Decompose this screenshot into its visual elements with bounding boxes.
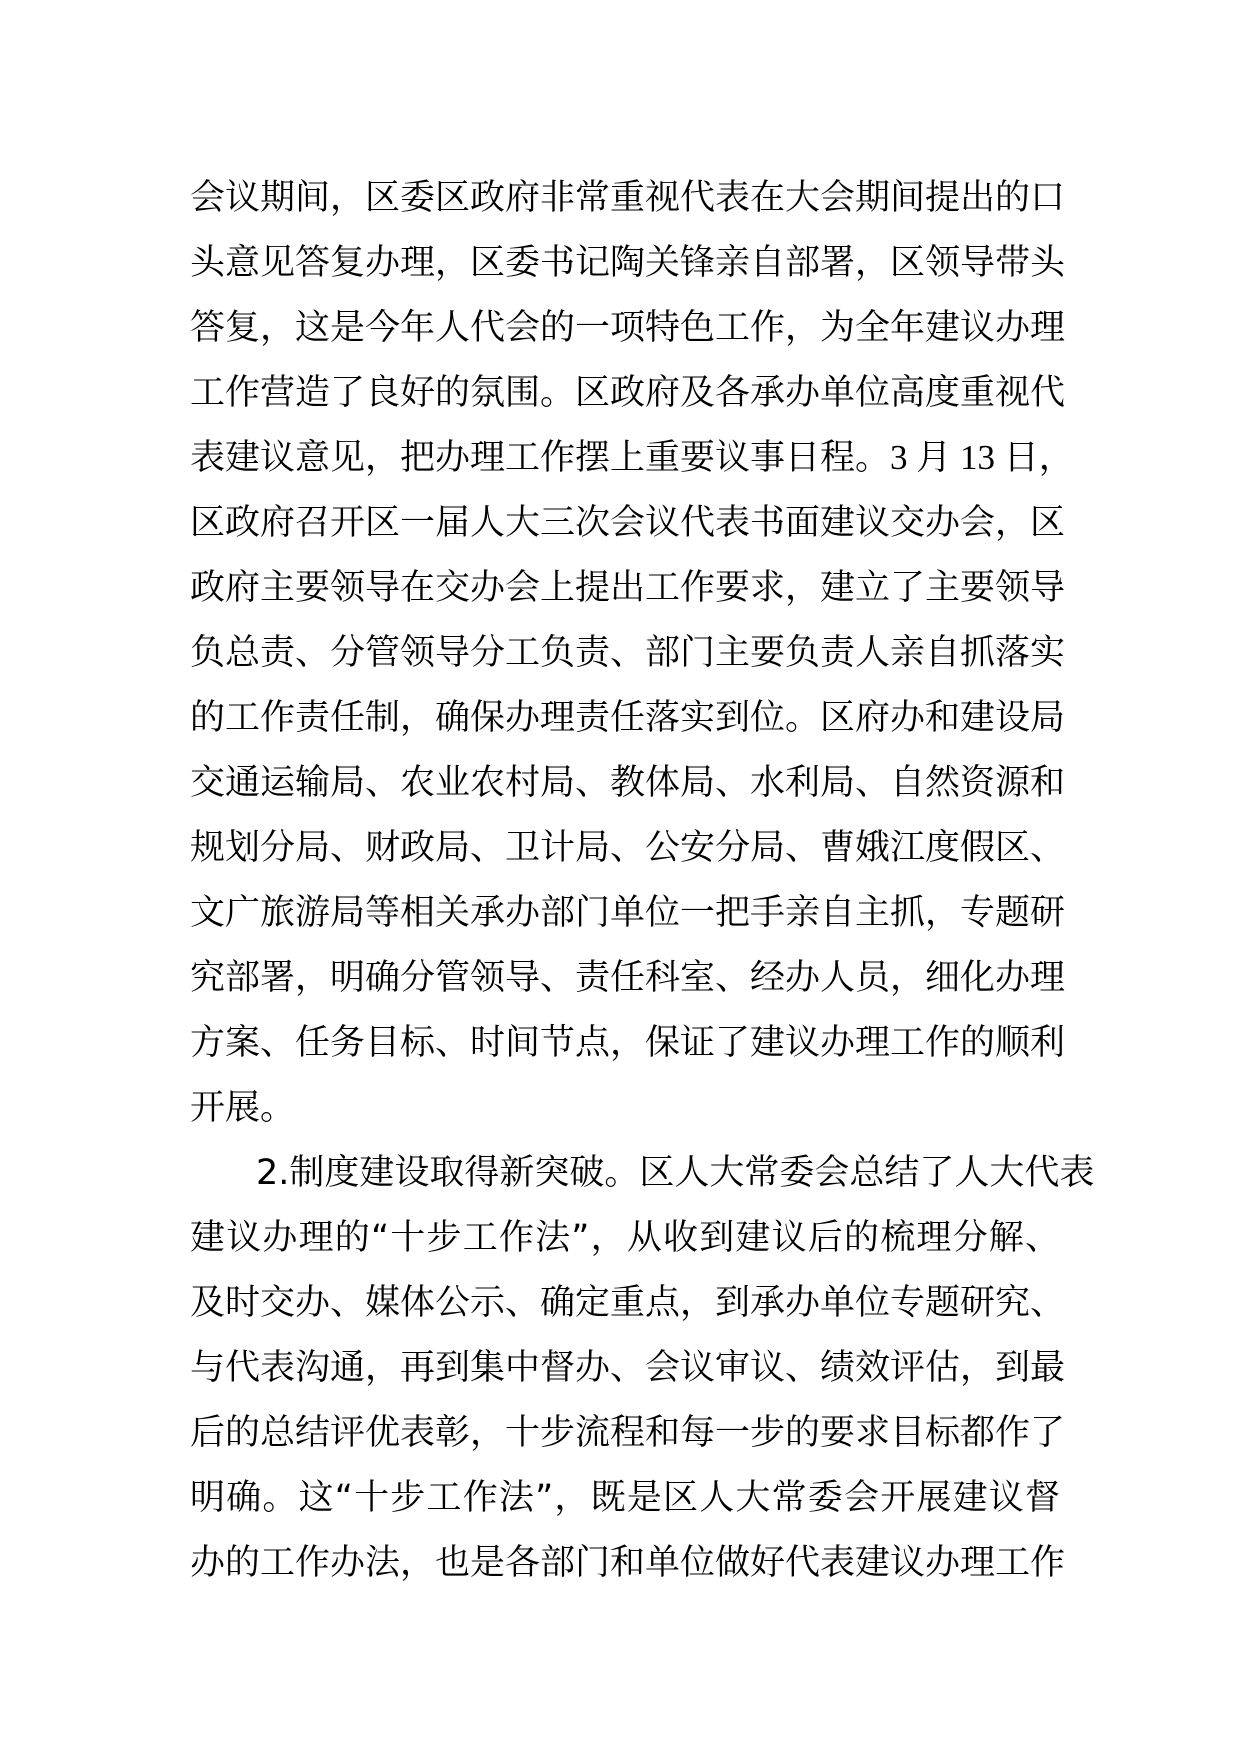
- paragraph-heading-line: 2.制度建设取得新突破。区人大常委会总结了人大代表: [256, 1153, 1095, 1193]
- text-line: 开展。: [190, 1088, 296, 1128]
- text-line: 交通运输局、农业农村局、教体局、水利局、自然资源和: [190, 763, 1066, 803]
- text-line: 文广旅游局等相关承办部门单位一把手亲自主抓，专题研: [190, 893, 1066, 933]
- text-line: 负总责、分管领导分工负责、部门主要负责人亲自抓落实: [190, 633, 1066, 673]
- text-line: 头意见答复办理，区委书记陶关锋亲自部署，区领导带头: [190, 243, 1066, 283]
- text-line: 工作营造了良好的氛围。区政府及各承办单位高度重视代: [190, 373, 1066, 413]
- text-line: 区政府召开区一届人大三次会议代表书面建议交办会，区: [190, 503, 1066, 543]
- text-line: 后的总结评优表彰，十步流程和每一步的要求目标都作了: [190, 1413, 1066, 1453]
- text-line: 答复，这是今年人代会的一项特色工作，为全年建议办理: [190, 308, 1066, 348]
- text-line: 建议办理的“十步工作法”，从收到建议后的梳理分解、: [190, 1218, 1060, 1258]
- text-line: 政府主要领导在交办会上提出工作要求，建立了主要领导: [190, 568, 1066, 608]
- text-line: 究部署，明确分管领导、责任科室、经办人员，细化办理: [190, 958, 1066, 998]
- text-line: 及时交办、媒体公示、确定重点，到承办单位专题研究、: [190, 1283, 1066, 1323]
- text-line: 明确。这“十步工作法”，既是区人大常委会开展建议督: [190, 1478, 1060, 1518]
- text-line: 方案、任务目标、时间节点，保证了建议办理工作的顺利: [190, 1023, 1066, 1063]
- text-line: 规划分局、财政局、卫计局、公安分局、曹娥江度假区、: [190, 828, 1066, 868]
- text-line: 办的工作办法，也是各部门和单位做好代表建议办理工作: [190, 1543, 1066, 1583]
- text-line: 的工作责任制，确保办理责任落实到位。区府办和建设局: [190, 698, 1066, 738]
- text-line: 表建议意见，把办理工作摆上重要议事日程。3 月 13 日，: [190, 438, 1074, 477]
- text-line: 与代表沟通，再到集中督办、会议审议、绩效评估，到最: [190, 1348, 1066, 1388]
- text-line: 会议期间，区委区政府非常重视代表在大会期间提出的口: [190, 178, 1066, 218]
